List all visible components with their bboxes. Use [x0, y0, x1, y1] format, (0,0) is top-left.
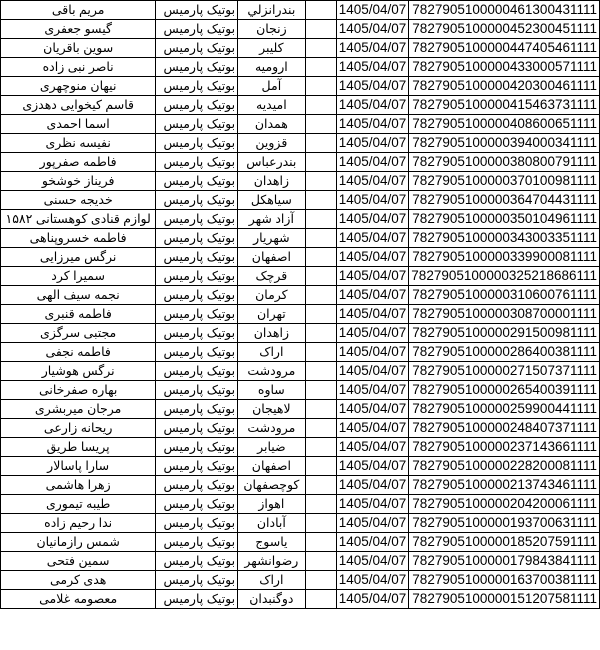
cell-shop-name: بوتیک پارمیس	[156, 305, 238, 324]
cell-date: 1405/04/07	[336, 590, 409, 609]
cell-tracking-code: 7827905100000265400391111	[409, 381, 600, 400]
table-row	[1, 305, 600, 324]
cell-date: 1405/04/07	[336, 172, 409, 191]
cell-date: 1405/04/07	[336, 58, 409, 77]
cell-customer-name: سارا پاسالار	[1, 457, 156, 476]
table-row	[1, 362, 600, 381]
cell-shop-name: بوتیک پارمیس	[156, 514, 238, 533]
cell-date: 1405/04/07	[336, 571, 409, 590]
cell-date: 1405/04/07	[336, 267, 409, 286]
cell-city: سیاهکل	[238, 191, 305, 210]
table-row	[1, 476, 600, 495]
cell-empty	[305, 134, 336, 153]
cell-customer-name: شمس رازمانیان	[1, 533, 156, 552]
cell-city: آبادان	[238, 514, 305, 533]
cell-customer-name: زهرا هاشمی	[1, 476, 156, 495]
cell-city: کرمان	[238, 286, 305, 305]
cell-customer-name: نفیسه نظری	[1, 134, 156, 153]
cell-tracking-code: 7827905100000394000341111	[409, 134, 600, 153]
cell-empty	[305, 39, 336, 58]
cell-customer-name: فاطمه قنبری	[1, 305, 156, 324]
cell-date: 1405/04/07	[336, 191, 409, 210]
table-row	[1, 20, 600, 39]
table-row	[1, 172, 600, 191]
cell-tracking-code: 7827905100000308700001111	[409, 305, 600, 324]
cell-shop-name: بوتیک پارمیس	[156, 77, 238, 96]
table-row	[1, 77, 600, 96]
cell-tracking-code: 7827905100000248407371111	[409, 419, 600, 438]
cell-empty	[305, 286, 336, 305]
cell-customer-name: ریحانه زارعی	[1, 419, 156, 438]
cell-shop-name: بوتیک پارمیس	[156, 267, 238, 286]
cell-customer-name: مرجان میربشری	[1, 400, 156, 419]
table-row	[1, 343, 600, 362]
cell-city: همدان	[238, 115, 305, 134]
table-row	[1, 229, 600, 248]
cell-tracking-code: 7827905100000179843841111	[409, 552, 600, 571]
cell-empty	[305, 1, 336, 20]
cell-tracking-code: 7827905100000364704431111	[409, 191, 600, 210]
table-row	[1, 39, 600, 58]
cell-empty	[305, 77, 336, 96]
cell-customer-name: خدیجه حسنی	[1, 191, 156, 210]
records-table-body	[1, 1, 600, 609]
table-row	[1, 381, 600, 400]
cell-tracking-code: 7827905100000325218686111	[409, 267, 600, 286]
cell-empty	[305, 58, 336, 77]
cell-shop-name: بوتیک پارمیس	[156, 419, 238, 438]
cell-city: زنجان	[238, 20, 305, 39]
cell-date: 1405/04/07	[336, 39, 409, 58]
cell-city: ضیابر	[238, 438, 305, 457]
cell-city: تهران	[238, 305, 305, 324]
cell-customer-name: گیسو جعفری	[1, 20, 156, 39]
cell-tracking-code: 7827905100000339900081111	[409, 248, 600, 267]
cell-shop-name: بوتیک پارمیس	[156, 191, 238, 210]
cell-empty	[305, 419, 336, 438]
cell-empty	[305, 248, 336, 267]
cell-shop-name: بوتیک پارمیس	[156, 96, 238, 115]
cell-city: رضوانشهر	[238, 552, 305, 571]
cell-city: آزاد شهر	[238, 210, 305, 229]
cell-date: 1405/04/07	[336, 514, 409, 533]
cell-empty	[305, 210, 336, 229]
cell-tracking-code: 7827905100000193700631111	[409, 514, 600, 533]
cell-date: 1405/04/07	[336, 77, 409, 96]
cell-customer-name: مریم باقی	[1, 1, 156, 20]
cell-city: زاهدان	[238, 172, 305, 191]
cell-tracking-code: 7827905100000204200061111	[409, 495, 600, 514]
cell-empty	[305, 381, 336, 400]
cell-empty	[305, 495, 336, 514]
cell-city: زاهدان	[238, 324, 305, 343]
cell-customer-name: ندا رحیم زاده	[1, 514, 156, 533]
cell-customer-name: فاطمه صفرپور	[1, 153, 156, 172]
cell-empty	[305, 476, 336, 495]
table-row	[1, 533, 600, 552]
cell-city: بندرعباس	[238, 153, 305, 172]
cell-shop-name: بوتیک پارمیس	[156, 58, 238, 77]
cell-city: ارومیه	[238, 58, 305, 77]
cell-shop-name: بوتیک پارمیس	[156, 400, 238, 419]
cell-city: ساوه	[238, 381, 305, 400]
cell-date: 1405/04/07	[336, 210, 409, 229]
cell-date: 1405/04/07	[336, 343, 409, 362]
cell-date: 1405/04/07	[336, 381, 409, 400]
cell-customer-name: سمین فتحی	[1, 552, 156, 571]
cell-empty	[305, 20, 336, 39]
table-row	[1, 514, 600, 533]
cell-empty	[305, 590, 336, 609]
cell-date: 1405/04/07	[336, 20, 409, 39]
table-row	[1, 210, 600, 229]
cell-shop-name: بوتیک پارمیس	[156, 590, 238, 609]
table-row	[1, 324, 600, 343]
cell-empty	[305, 400, 336, 419]
cell-city: بندرانزلي	[238, 1, 305, 20]
cell-city: مرودشت	[238, 419, 305, 438]
cell-city: قرچک	[238, 267, 305, 286]
table-row	[1, 58, 600, 77]
cell-shop-name: بوتیک پارمیس	[156, 134, 238, 153]
cell-city: شهریار	[238, 229, 305, 248]
cell-tracking-code: 7827905100000408600651111	[409, 115, 600, 134]
cell-date: 1405/04/07	[336, 457, 409, 476]
cell-city: اصفهان	[238, 248, 305, 267]
cell-tracking-code: 7827905100000286400381111	[409, 343, 600, 362]
cell-city: امیدیه	[238, 96, 305, 115]
cell-shop-name: بوتیک پارمیس	[156, 362, 238, 381]
cell-empty	[305, 115, 336, 134]
cell-customer-name: اسما احمدی	[1, 115, 156, 134]
cell-tracking-code: 7827905100000271507371111	[409, 362, 600, 381]
cell-customer-name: ناصر نبی زاده	[1, 58, 156, 77]
cell-date: 1405/04/07	[336, 495, 409, 514]
cell-customer-name: مجتبی سرگزی	[1, 324, 156, 343]
cell-customer-name: قاسم کیخوایی دهدزی	[1, 96, 156, 115]
cell-date: 1405/04/07	[336, 1, 409, 20]
cell-empty	[305, 457, 336, 476]
cell-empty	[305, 191, 336, 210]
cell-empty	[305, 267, 336, 286]
table-row	[1, 552, 600, 571]
cell-tracking-code: 7827905100000291500981111	[409, 324, 600, 343]
cell-empty	[305, 343, 336, 362]
cell-empty	[305, 438, 336, 457]
cell-shop-name: بوتیک پارمیس	[156, 248, 238, 267]
cell-date: 1405/04/07	[336, 400, 409, 419]
cell-customer-name: سوین باقریان	[1, 39, 156, 58]
cell-tracking-code: 7827905100000433000571111	[409, 58, 600, 77]
table-row	[1, 267, 600, 286]
cell-empty	[305, 172, 336, 191]
table-row	[1, 191, 600, 210]
cell-shop-name: بوتیک پارمیس	[156, 457, 238, 476]
cell-tracking-code: 7827905100000213743461111	[409, 476, 600, 495]
cell-shop-name: بوتیک پارمیس	[156, 343, 238, 362]
cell-tracking-code: 7827905100000380800791111	[409, 153, 600, 172]
cell-date: 1405/04/07	[336, 153, 409, 172]
cell-date: 1405/04/07	[336, 324, 409, 343]
cell-date: 1405/04/07	[336, 115, 409, 134]
table-row	[1, 590, 600, 609]
cell-city: اصفهان	[238, 457, 305, 476]
cell-empty	[305, 571, 336, 590]
cell-city: اراک	[238, 571, 305, 590]
table-row	[1, 96, 600, 115]
cell-empty	[305, 229, 336, 248]
cell-shop-name: بوتیک پارمیس	[156, 286, 238, 305]
cell-shop-name: بوتیک پارمیس	[156, 552, 238, 571]
table-row	[1, 457, 600, 476]
cell-date: 1405/04/07	[336, 248, 409, 267]
cell-city: اهواز	[238, 495, 305, 514]
table-row	[1, 115, 600, 134]
cell-tracking-code: 7827905100000310600761111	[409, 286, 600, 305]
table-row	[1, 571, 600, 590]
cell-tracking-code: 7827905100000343003351111	[409, 229, 600, 248]
cell-shop-name: بوتیک پارمیس	[156, 571, 238, 590]
cell-shop-name: بوتیک پارمیس	[156, 438, 238, 457]
cell-city: مرودشت	[238, 362, 305, 381]
cell-tracking-code: 7827905100000259900441111	[409, 400, 600, 419]
cell-city: آمل	[238, 77, 305, 96]
cell-empty	[305, 96, 336, 115]
cell-shop-name: بوتیک پارمیس	[156, 495, 238, 514]
cell-shop-name: بوتیک پارمیس	[156, 39, 238, 58]
cell-shop-name: بوتیک پارمیس	[156, 1, 238, 20]
table-row	[1, 495, 600, 514]
cell-customer-name: بهاره صفرخانی	[1, 381, 156, 400]
cell-city: کوچصفهان	[238, 476, 305, 495]
cell-date: 1405/04/07	[336, 552, 409, 571]
cell-customer-name: فاطمه نجفی	[1, 343, 156, 362]
cell-customer-name: طیبه تیموری	[1, 495, 156, 514]
cell-empty	[305, 324, 336, 343]
cell-customer-name: معصومه غلامی	[1, 590, 156, 609]
cell-date: 1405/04/07	[336, 305, 409, 324]
cell-empty	[305, 153, 336, 172]
cell-tracking-code: 7827905100000163700381111	[409, 571, 600, 590]
cell-customer-name: نرگس میرزایی	[1, 248, 156, 267]
cell-empty	[305, 514, 336, 533]
cell-customer-name: لوازم قنادی کوهستانی ۱۵۸۲	[1, 210, 156, 229]
cell-city: دوگنبدان	[238, 590, 305, 609]
cell-date: 1405/04/07	[336, 134, 409, 153]
cell-date: 1405/04/07	[336, 438, 409, 457]
cell-tracking-code: 7827905100000237143661111	[409, 438, 600, 457]
table-row	[1, 153, 600, 172]
cell-customer-name: سمیرا کرد	[1, 267, 156, 286]
cell-shop-name: بوتیک پارمیس	[156, 476, 238, 495]
cell-date: 1405/04/07	[336, 533, 409, 552]
cell-tracking-code: 7827905100000447405461111	[409, 39, 600, 58]
cell-customer-name: نرگس هوشیار	[1, 362, 156, 381]
cell-shop-name: بوتیک پارمیس	[156, 533, 238, 552]
cell-tracking-code: 7827905100000151207581111	[409, 590, 600, 609]
cell-tracking-code: 7827905100000228200081111	[409, 457, 600, 476]
table-row	[1, 134, 600, 153]
cell-customer-name: هدی کرمی	[1, 571, 156, 590]
cell-tracking-code: 7827905100000370100981111	[409, 172, 600, 191]
cell-shop-name: بوتیک پارمیس	[156, 229, 238, 248]
cell-tracking-code: 7827905100000185207591111	[409, 533, 600, 552]
table-row	[1, 248, 600, 267]
cell-shop-name: بوتیک پارمیس	[156, 153, 238, 172]
cell-shop-name: بوتیک پارمیس	[156, 210, 238, 229]
cell-date: 1405/04/07	[336, 362, 409, 381]
cell-city: یاسوج	[238, 533, 305, 552]
cell-tracking-code: 7827905100000461300431111	[409, 1, 600, 20]
cell-tracking-code: 7827905100000350104961111	[409, 210, 600, 229]
cell-customer-name: فاطمه خسروپناهی	[1, 229, 156, 248]
cell-empty	[305, 305, 336, 324]
cell-shop-name: بوتیک پارمیس	[156, 324, 238, 343]
cell-tracking-code: 7827905100000420300461111	[409, 77, 600, 96]
table-row	[1, 286, 600, 305]
cell-city: لاهیجان	[238, 400, 305, 419]
table-row	[1, 1, 600, 20]
cell-customer-name: نیهان منوچهری	[1, 77, 156, 96]
cell-date: 1405/04/07	[336, 229, 409, 248]
cell-city: کلیبر	[238, 39, 305, 58]
cell-tracking-code: 7827905100000415463731111	[409, 96, 600, 115]
cell-city: قزوین	[238, 134, 305, 153]
cell-customer-name: فریناز خوشخو	[1, 172, 156, 191]
cell-date: 1405/04/07	[336, 96, 409, 115]
cell-shop-name: بوتیک پارمیس	[156, 20, 238, 39]
cell-tracking-code: 7827905100000452300451111	[409, 20, 600, 39]
table-row	[1, 419, 600, 438]
cell-date: 1405/04/07	[336, 286, 409, 305]
cell-shop-name: بوتیک پارمیس	[156, 172, 238, 191]
cell-empty	[305, 362, 336, 381]
table-row	[1, 400, 600, 419]
cell-shop-name: بوتیک پارمیس	[156, 115, 238, 134]
cell-customer-name: نجمه سیف الهی	[1, 286, 156, 305]
cell-date: 1405/04/07	[336, 476, 409, 495]
cell-shop-name: بوتیک پارمیس	[156, 381, 238, 400]
cell-city: اراک	[238, 343, 305, 362]
table-row	[1, 438, 600, 457]
cell-customer-name: پریسا طریق	[1, 438, 156, 457]
cell-empty	[305, 533, 336, 552]
cell-empty	[305, 552, 336, 571]
cell-date: 1405/04/07	[336, 419, 409, 438]
